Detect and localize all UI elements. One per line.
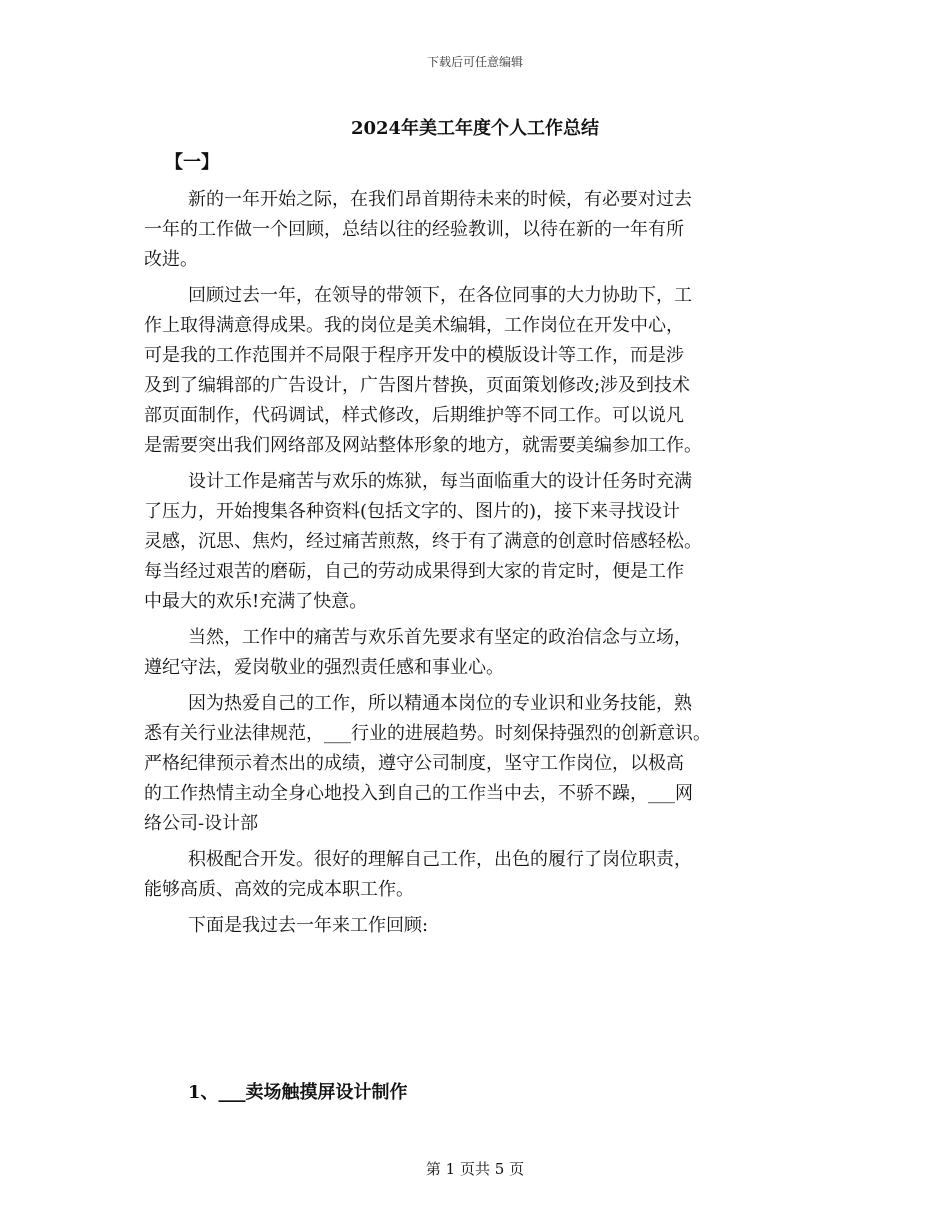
header-note: 下载后可任意编辑 <box>426 55 523 69</box>
page-number-footer: 第 1 页共 5 页 <box>425 1160 525 1178</box>
paragraph <box>144 281 806 467</box>
paragraph-line: 一年的工作做一个回顾，总结以往的经验教训，以待在新的一年有所 <box>144 219 684 240</box>
document-title: 2024年美工年度个人工作总结 <box>350 118 600 139</box>
paragraph <box>144 185 806 281</box>
paragraph-line: 是需要突出我们网络部及网站整体形象的地方，就需要美编参加工作。 <box>144 435 702 456</box>
paragraph-line: 每当经过艰苦的磨砺，自己的劳动成果得到大家的肯定时，便是工作 <box>144 561 684 582</box>
paragraph-line: 严格纪律预示着杰出的成绩，遵守公司制度，坚守工作岗位，以极高 <box>144 753 684 774</box>
paragraph-line: 改进。 <box>144 249 198 270</box>
paragraph-line: 新的一年开始之际，在我们昂首期待未来的时候，有必要对过去 <box>188 189 692 210</box>
paragraph-line: 下面是我过去一年来工作回顾: <box>188 915 429 936</box>
paragraph-line: 可是我的工作范围并不局限于程序开发中的模版设计等工作，而是涉 <box>144 345 684 366</box>
paragraph-line: 积极配合开发。很好的理解自己工作，出色的履行了岗位职责， <box>188 849 692 870</box>
paragraph-line: 及到了编辑部的广告设计，广告图片替换，页面策划修改;涉及到技术 <box>144 375 691 396</box>
paragraph-line: 悉有关行业法律规范，___行业的进展趋势。时刻保持强烈的创新意识。 <box>144 723 711 744</box>
item-heading: 1、___卖场触摸屏设计制作 <box>188 1082 408 1103</box>
paragraph <box>144 689 806 845</box>
paragraph-line: 了压力，开始搜集各种资料(包括文字的、图片的)，接下来寻找设计 <box>144 501 681 522</box>
paragraph <box>144 623 806 689</box>
paragraph-line: 遵纪守法，爱岗敬业的强烈责任感和事业心。 <box>144 657 504 678</box>
paragraph <box>144 845 806 911</box>
paragraph-line: 因为热爱自己的工作，所以精通本岗位的专业识和业务技能，熟 <box>188 693 692 714</box>
paragraph-line: 能够高质、高效的完成本职工作。 <box>144 879 414 900</box>
paragraph-line: 的工作热情主动全身心地投入到自己的工作当中去，不骄不躁，___网 <box>144 783 693 804</box>
paragraph-line: 当然，工作中的痛苦与欢乐首先要求有坚定的政治信念与立场， <box>188 627 692 648</box>
paragraph-line: 回顾过去一年，在领导的带领下，在各位同事的大力协助下，工 <box>188 285 692 306</box>
paragraph-line: 络公司-设计部 <box>144 813 259 834</box>
paragraph-line: 设计工作是痛苦与欢乐的炼狱，每当面临重大的设计任务时充满 <box>188 471 692 492</box>
paragraph-line: 作上取得满意得成果。我的岗位是美术编辑，工作岗位在开发中心， <box>144 315 684 336</box>
paragraph-line: 部页面制作，代码调试，样式修改，后期维护等不同工作。可以说凡 <box>144 405 684 426</box>
paragraph <box>144 467 806 623</box>
paragraph-line: 中最大的欢乐!充满了快意。 <box>144 591 368 612</box>
paragraph <box>144 911 806 941</box>
section-label: 【一】 <box>165 152 219 173</box>
paragraph-line: 灵感，沉思、焦灼，经过痛苦煎熬，终于有了满意的创意时倍感轻松。 <box>144 531 702 552</box>
document-body <box>144 185 806 941</box>
